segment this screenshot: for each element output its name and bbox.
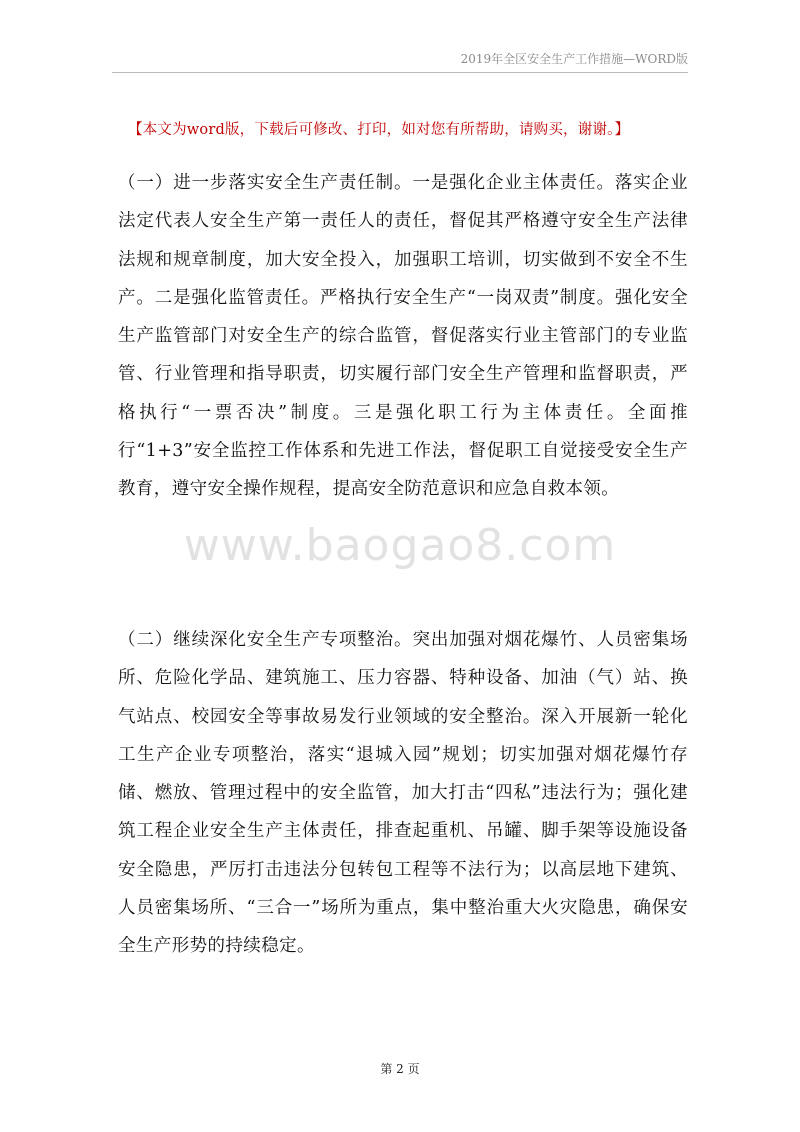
watermark: www.baogao8.com <box>183 520 617 571</box>
purchase-notice: 【本文为word版，下载后可修改、打印，如对您有所帮助，请购买，谢谢。】 <box>128 122 630 138</box>
paragraph-special-rectification: （二）继续深化安全生产专项整治。突出加强对烟花爆竹、人员密集场所、危险化学品、建筑施工、压力容器、特种设备、加油（气）站、换气站点、校园安全等事故易发行业领域的安全整治。深入开展新一轮化工生产企业专项整治，落实“退城入园”规划；切实加强对烟花爆竹存储、燃放、管理过程中的安全监管，加大打击“四私”违法行为；强化建筑工程企业安全生产主体责任，排查起重机、吊罐、脚手架等设施设备安全隐患，严厉打击违法分包转包工程等不法行为；以高层地下建筑、人员密集场所、“三合一”场所为重点，集中整治重大火灾隐患，确保安全生产形势的持续稳定。 <box>118 630 688 957</box>
page-number: 第 2 页 <box>380 1062 420 1076</box>
paragraph-responsibility: （一）进一步落实安全生产责任制。一是强化企业主体责任。落实企业法定代表人安全生产第一责任人的责任，督促其严格遵守安全生产法律法规和规章制度，加大安全投入，加强职工培训，切实做到不安全不生产。二是强化监管责任。严格执行安全生产“一岗双责”制度。强化安全生产监管部门对安全生产的综合监管，督促落实行业主管部门的专业监管、行业管理和指导职责，切实履行部门安全生产管理和监督职责，严格执行“一票否决”制度。三是强化职工行为主体责任。全面推行“1+3”安全监控工作体系和先进工作法，督促职工自觉接受安全生产教育，遵守安全操作规程，提高安全防范意识和应急自救本领。 <box>118 173 688 500</box>
header-divider <box>112 72 688 73</box>
page-header-title: 2019年全区安全生产工作措施—WORD版 <box>460 52 688 66</box>
